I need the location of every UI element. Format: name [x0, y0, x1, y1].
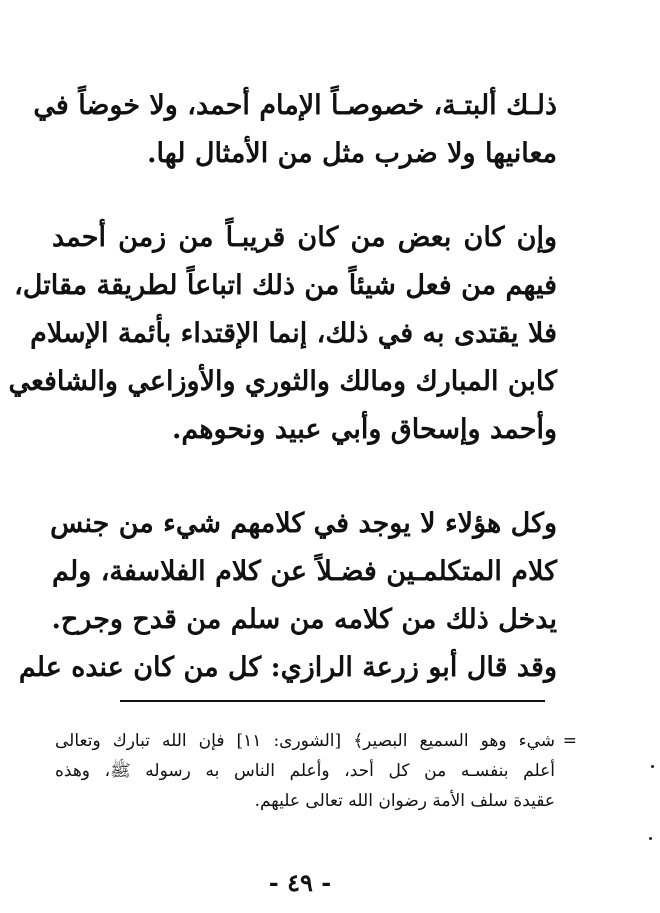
- paragraph-line: كابن المبارك ومالك والثوري والأوزاعي والشافعي: [8, 366, 557, 397]
- page-number: - ٤٩ -: [268, 868, 332, 897]
- footnote: [55, 726, 577, 816]
- paragraph-1: [33, 82, 557, 178]
- footnote-continuation-mark: =: [562, 731, 577, 751]
- footnote-line: شيء وهو السميع البصير﴾ [الشورى: ١١] فإن الله تبارك وتعالى: [55, 731, 555, 751]
- paragraph-line: وكل هؤلاء لا يوجد في كلامهم شيء من جنس: [50, 508, 557, 539]
- paragraph-line: فلا يقتدى به في ذلك، إنما الإقتداء بأئمة الإسلام: [30, 318, 557, 349]
- paragraph-line: يدخل ذلك من كلامه من سلم من قدح وجرح.: [51, 604, 557, 635]
- paragraph-line: وقد قال أبو زرعة الرازي: كل من كان عنده علم: [18, 652, 557, 683]
- scan-speck: [649, 837, 652, 840]
- footnote-line: أعلم بنفسـه من كل أحد، وأعلم الناس به رسوله ﷺ، وهذه: [55, 761, 555, 781]
- paragraph-line: معانيها ولا ضرب مثل من الأمثال لها.: [147, 138, 557, 169]
- footnote-line: عقيدة سلف الأمة رضوان الله تعالى عليهم.: [254, 791, 555, 811]
- paragraph-line: فيهم من فعل شيئاً من ذلك اتباعاً لطريقة مقاتل،: [14, 270, 557, 301]
- paragraph-line: ذلـك ألبتـة، خصوصـاً الإمام أحمد، ولا خوضاً في: [33, 90, 557, 121]
- paragraph-2: [8, 214, 557, 454]
- paragraph-3: [18, 500, 557, 692]
- footnote-divider: [120, 700, 545, 702]
- scan-speck: [651, 765, 654, 768]
- paragraph-line: كلام المتكلمـين فضـلاً عن كلام الفلاسفة، ولم: [52, 556, 557, 587]
- paragraph-line: وإن كان بعض من كان قريبـاً من زمن أحمد: [52, 222, 557, 253]
- paragraph-line: وأحمد وإسحاق وأبي عبيد ونحوهم.: [171, 414, 557, 445]
